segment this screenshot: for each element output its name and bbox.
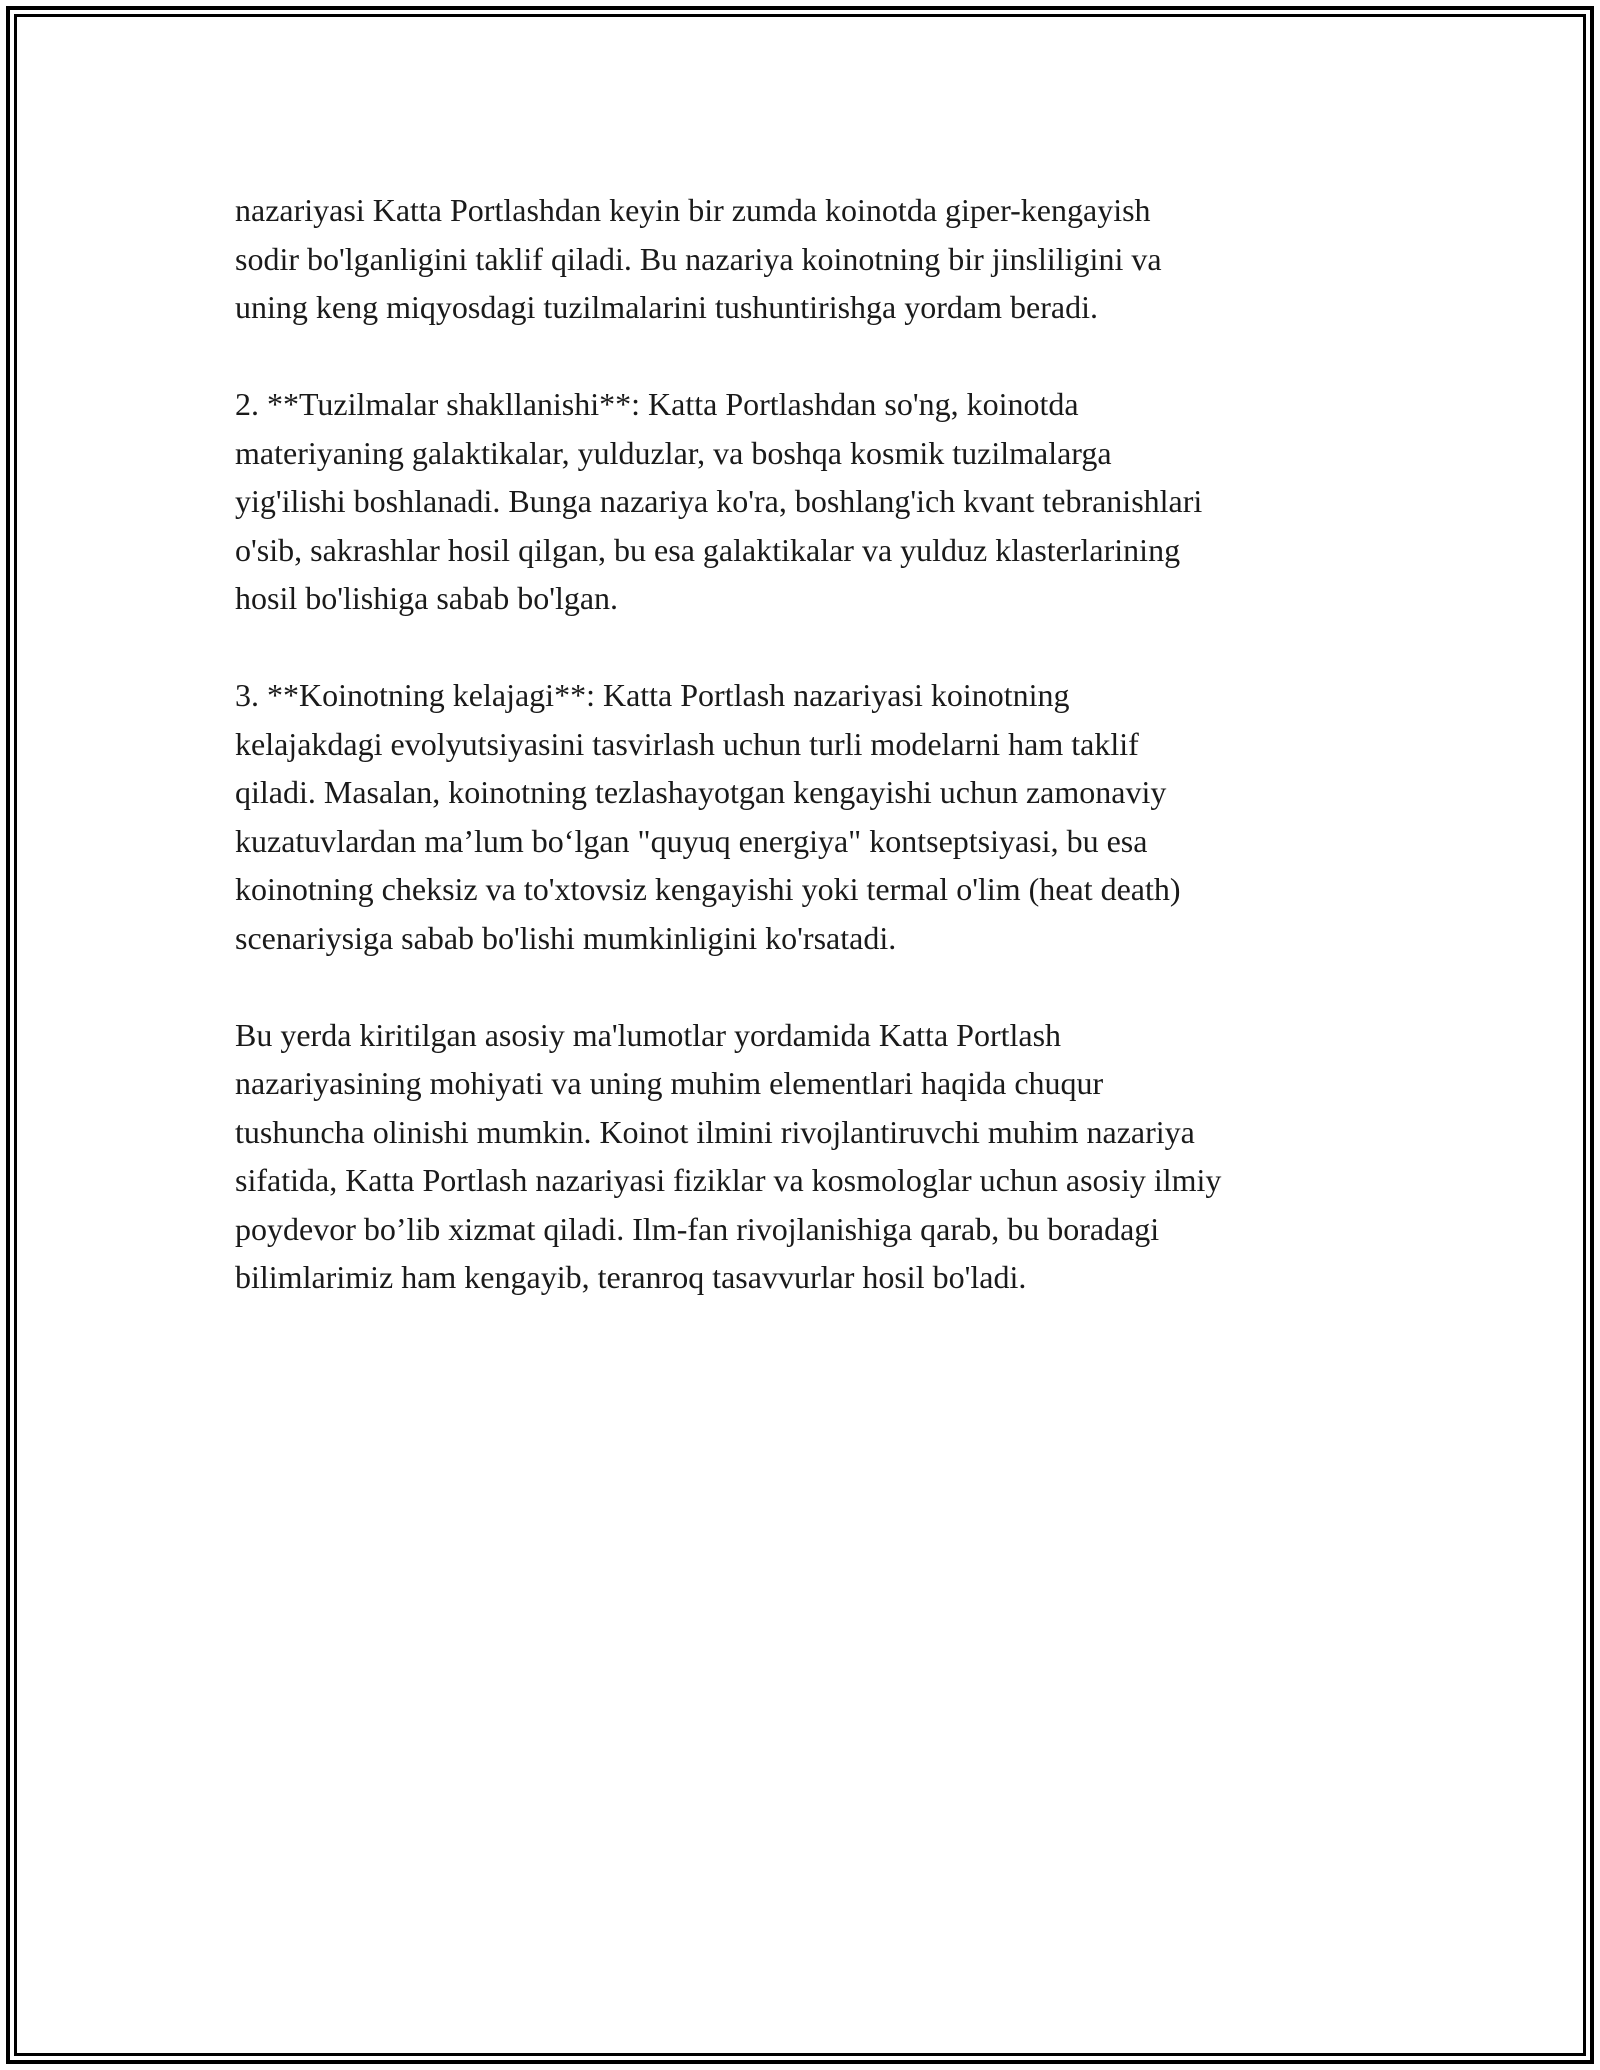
text-line: kuzatuvlardan ma’lum bo‘lgan "quyuq energiya" kontseptsiyasi, bu esa [235,822,1148,859]
text-line: 3. **Koinotning kelajagi**: Katta Portlash nazariyasi koinotning [235,677,1070,713]
text-line: bilimlarimiz ham kengayib, teranroq tasavvurlar hosil bo'ladi. [235,1259,1027,1295]
text-line: koinotning cheksiz va to'xtovsiz kengayishi yoki termal o'lim (heat death) [235,871,1181,907]
text-line: materiyaning galaktikalar, yulduzlar, va boshqa kosmik tuzilmalarga [235,434,1112,471]
document-body [235,186,1385,1350]
text-line: kelajakdagi evolyutsiyasini tasvirlash uchun turli modelarni ham taklif [235,725,1139,762]
paragraph-conclusion [235,1011,1385,1302]
paragraph-structure-formation [235,380,1385,623]
text-line: o'sib, sakrashlar hosil qilgan, bu esa galaktikalar va yulduz klasterlarining [235,531,1181,568]
text-line: nazariyasi Katta Portlashdan keyin bir zumda koinotda giper-kengayish [235,192,1151,228]
text-line: nazariyasining mohiyati va uning muhim elementlari haqida chuqur [235,1065,1104,1101]
paragraph-future-of-universe [235,671,1385,962]
text-line: qiladi. Masalan, koinotning tezlashayotgan kengayishi uchun zamonaviy [235,774,1167,810]
paragraph-inflation [235,186,1385,332]
text-line: yig'ilishi boshlanadi. Bunga nazariya ko'ra, boshlang'ich kvant tebranishlari [235,483,1203,519]
text-line: Bu yerda kiritilgan asosiy ma'lumotlar yordamida Katta Portlash [235,1016,1062,1053]
text-line: hosil bo'lishiga sabab bo'lgan. [235,580,619,616]
text-line: poydevor bo’lib xizmat qiladi. Ilm-fan rivojlanishiga qarab, bu boradagi [235,1210,1160,1247]
text-line: sodir bo'lganligini taklif qiladi. Bu nazariya koinotning bir jinsliligini va [235,240,1162,277]
text-line: 2. **Tuzilmalar shakllanishi**: Katta Portlashdan so'ng, koinotda [235,386,1079,422]
text-line: uning keng miqyosdagi tuzilmalarini tushuntirishga yordam beradi. [235,289,1098,325]
text-line: scenariysiga sabab bo'lishi mumkinligini ko'rsatadi. [235,919,897,956]
text-line: sifatida, Katta Portlash nazariyasi fiziklar va kosmologlar uchun asosiy ilmiy [235,1162,1222,1198]
text-line: tushuncha olinishi mumkin. Koinot ilmini rivojlantiruvchi muhim nazariya [235,1113,1195,1150]
